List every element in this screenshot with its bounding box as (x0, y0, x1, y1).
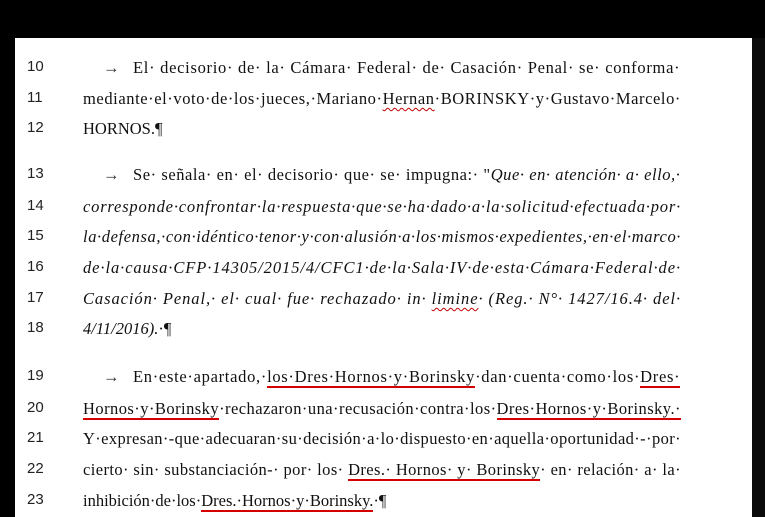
italic-text: corresponde·confrontar·la·respuesta·que·se·ha·dado·a·la·solicitud·efectuada·por· (83, 197, 682, 216)
tab-mark: → (103, 367, 121, 386)
spellcheck-flag: limine (431, 289, 479, 308)
line-text (83, 86, 681, 112)
document-line[interactable] (15, 488, 752, 514)
document-line[interactable] (15, 86, 752, 112)
red-underline-annotation: los·Dres·Hornos·y·Borinsky (267, 367, 476, 386)
line-number: 20 (27, 399, 44, 416)
text-run: Y·expresan·-que·adecuaran·su·decisión·a·lo·dispuesto·en·aquella·oportunidad·-·por· (83, 429, 681, 448)
line-text (83, 255, 681, 281)
italic-text: · (Reg.· N°· 1427/16.4· del· (478, 289, 682, 308)
text-run: inhibición·de·los· (83, 491, 202, 510)
line-number: 10 (27, 58, 44, 75)
line-number: 18 (27, 319, 44, 336)
line-number: 14 (27, 197, 44, 214)
line-text (83, 162, 680, 188)
line-text (83, 426, 681, 452)
line-number: 13 (27, 165, 44, 182)
document-line[interactable] (15, 396, 752, 422)
document-line[interactable] (15, 116, 752, 142)
text-run: · en· relación· a· la· (540, 460, 682, 479)
document-line[interactable] (15, 286, 752, 312)
text-run: ·rechazaron·una·recusación·contra·los· (219, 399, 497, 418)
document-line[interactable] (15, 457, 752, 483)
line-text (83, 286, 681, 312)
line-text (83, 316, 171, 342)
text-run: En·este·apartado,· (133, 367, 268, 386)
spellcheck-flag: Hernan (382, 89, 435, 108)
line-text (83, 488, 386, 514)
line-number: 22 (27, 460, 44, 477)
line-number: 15 (27, 227, 44, 244)
document-line[interactable] (15, 194, 752, 220)
line-text (83, 194, 681, 220)
document-line[interactable] (15, 255, 752, 281)
document-line[interactable] (15, 162, 752, 188)
text-run: mediante·el·voto·de·los·jueces,·Mariano· (83, 89, 383, 108)
line-number: 17 (27, 289, 44, 306)
line-text (83, 224, 681, 250)
red-underline-annotation: Dres· (640, 367, 681, 386)
line-number: 12 (27, 119, 44, 136)
line-text (83, 457, 681, 483)
red-underline-annotation: Dres·Hornos·y·Borinsky.· (496, 399, 681, 418)
tab-mark: → (103, 58, 121, 77)
line-text (83, 364, 680, 390)
document-page (15, 38, 752, 517)
line-text (83, 116, 162, 142)
line-number: 16 (27, 258, 44, 275)
italic-text: Casación· Penal,· el· cual· fue· rechazado· in· (83, 289, 432, 308)
italic-text: 4/11/2016). (83, 319, 159, 338)
red-underline-annotation: Dres.· Hornos· y· Borinsky (348, 460, 541, 479)
tab-mark: → (103, 165, 121, 184)
line-number: 19 (27, 367, 44, 384)
document-line[interactable] (15, 364, 752, 390)
window-edge (752, 38, 765, 517)
text-run: cierto· sin· substanciación-· por· los· (83, 460, 349, 479)
line-text (83, 396, 681, 422)
red-underline-annotation: Hornos·y·Borinsky (83, 399, 220, 418)
italic-text: Que· en· atención· a· ello,· (490, 165, 681, 184)
red-underline-annotation: Dres.·Hornos·y·Borinsky. (201, 491, 374, 510)
text-run: ·dan·cuenta·como·los· (475, 367, 641, 386)
text-run: El· decisorio· de· la· Cámara· Federal· de· Casación· Penal· se· conforma· (133, 58, 681, 77)
line-number: 23 (27, 491, 44, 508)
line-text (83, 55, 680, 81)
italic-text: de·la·causa·CFP·14305/2015/4/CFC1·de·la·Sala·IV·de·esta·Cámara·Federal·de· (83, 258, 682, 277)
text-run: Se· señala· en· el· decisorio· que· se· impugna:· " (133, 165, 491, 184)
text-run: ·¶ (373, 491, 387, 510)
line-number: 11 (27, 89, 43, 106)
document-line[interactable] (15, 316, 752, 342)
document-line[interactable] (15, 224, 752, 250)
text-run: ·¶ (158, 319, 172, 338)
text-run: ·BORINSKY·y·Gustavo·Marcelo· (434, 89, 681, 108)
text-run: HORNOS.¶ (83, 119, 163, 138)
document-line[interactable] (15, 55, 752, 81)
document-line[interactable] (15, 426, 752, 452)
line-number: 21 (27, 429, 44, 446)
italic-text: la·defensa,·con·idéntico·tenor·y·con·alusión·a·los·mismos·expedientes,·en·el·marco· (83, 227, 682, 246)
